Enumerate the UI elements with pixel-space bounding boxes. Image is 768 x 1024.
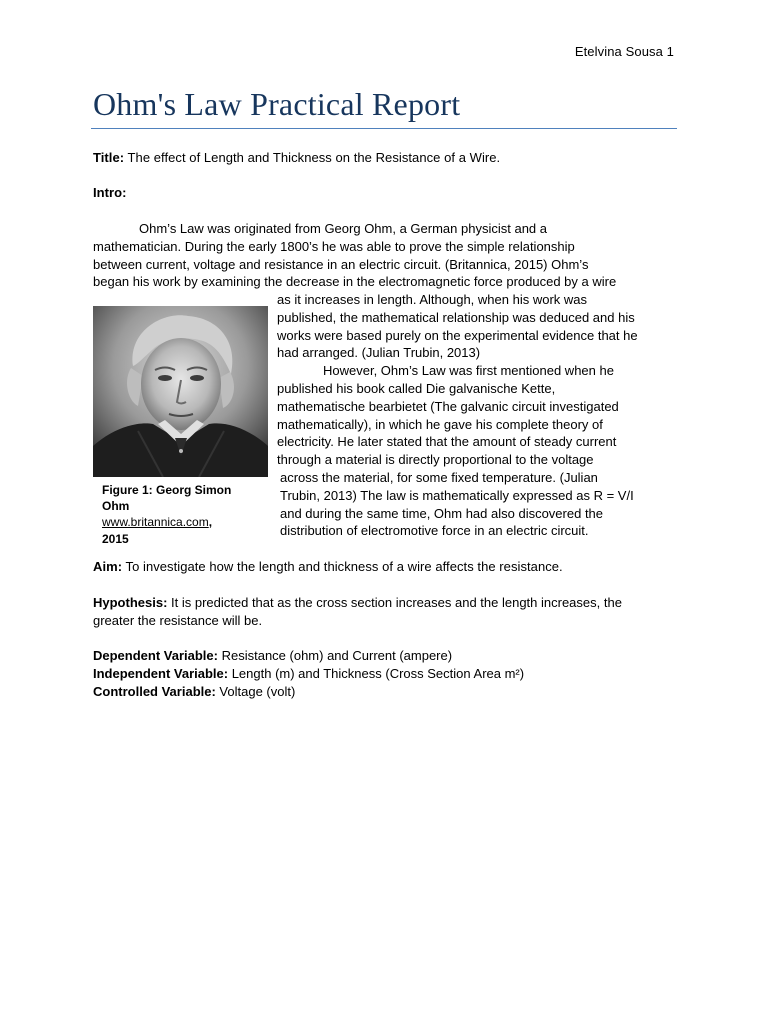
dependent-label: Dependent Variable: <box>93 648 218 663</box>
aim-text: To investigate how the length and thickness of a wire affects the resistance. <box>122 559 563 574</box>
wrap-line: and during the same time, Ohm had also discovered the <box>280 505 604 521</box>
wrap-line: Trubin, 2013) The law is mathematically expressed as R = V/I <box>280 487 634 503</box>
dependent-text: Resistance (ohm) and Current (ampere) <box>217 648 453 663</box>
caption-line: Figure 1: Georg Simon <box>102 483 232 497</box>
independent-variable-line <box>93 665 524 683</box>
independent-text: Length (m) and Thickness (Cross Section Area m²) <box>228 665 525 681</box>
wrap-line: mathematically), in which he gave his complete theory of <box>277 416 603 432</box>
figure-caption <box>102 482 252 547</box>
controlled-label: Controlled Variable: <box>93 683 216 699</box>
intro-line: began his work by examining the decrease in the electromagnetic force produced by a wire <box>93 274 617 290</box>
wrap-line: as it increases in length. Although, when his work was <box>277 292 588 307</box>
wrap-line: However, Ohm’s Law was first mentioned when he <box>323 363 614 379</box>
caption-source <box>102 514 252 530</box>
wrap-line: across the material, for some fixed temperature. (Julian <box>280 469 598 485</box>
title-label: Title: <box>93 150 125 165</box>
title-divider <box>91 128 677 129</box>
intro-label: Intro: <box>93 185 127 200</box>
hypothesis-paragraph <box>93 594 622 630</box>
wrap-line: works were based purely on the experimental evidence that he <box>277 327 638 343</box>
britannica-link[interactable]: www.britannica.com <box>102 515 209 530</box>
report-title-line <box>93 149 500 167</box>
wrapped-paragraph <box>277 291 638 540</box>
variables-list <box>93 647 524 700</box>
page-header-author: Etelvina Sousa 1 <box>574 44 674 59</box>
controlled-text: Voltage (volt) <box>215 683 296 699</box>
aim-line <box>93 558 563 576</box>
intro-line: mathematician. During the early 1800’s he was able to prove the simple relationship <box>93 238 575 254</box>
wrap-line: published his book called Die galvanische Kette, <box>277 380 556 396</box>
wrap-line: electricity. He later stated that the amount of steady current <box>277 434 617 450</box>
hypothesis-label: Hypothesis: <box>93 595 168 610</box>
controlled-variable-line <box>93 683 524 701</box>
caption-comma: , <box>208 515 213 530</box>
intro-heading <box>93 184 127 202</box>
wrap-line: through a material is directly proportional to the voltage <box>277 452 594 468</box>
wrap-line: published, the mathematical relationship was deduced and his <box>277 309 635 325</box>
caption-line: Ohm <box>102 499 130 514</box>
caption-year: 2015 <box>102 531 129 546</box>
independent-label: Independent Variable: <box>93 665 229 681</box>
page-title: Ohm's Law Practical Report <box>93 86 461 122</box>
intro-paragraph <box>93 220 616 291</box>
intro-line: between current, voltage and resistance in an electric circuit. (Britannica, 2015) Ohm’s <box>93 256 589 272</box>
intro-line: Ohm’s Law was originated from Georg Ohm, a German physicist and a <box>139 221 547 236</box>
wrap-line: had arranged. (Julian Trubin, 2013) <box>277 345 481 361</box>
wrap-line: distribution of electromotive force in an electric circuit. <box>280 523 589 539</box>
dependent-variable-line <box>93 647 524 665</box>
aim-label: Aim: <box>93 559 123 574</box>
title-text: The effect of Length and Thickness on the Resistance of a Wire. <box>124 150 501 165</box>
georg-ohm-portrait <box>93 306 268 477</box>
wrap-line: mathematische bearbietet (The galvanic circuit investigated <box>277 398 619 414</box>
hypothesis-line <box>93 594 622 612</box>
hypothesis-text: It is predicted that as the cross section increases and the length increases, the <box>167 595 622 610</box>
hypothesis-line: greater the resistance will be. <box>93 612 263 628</box>
